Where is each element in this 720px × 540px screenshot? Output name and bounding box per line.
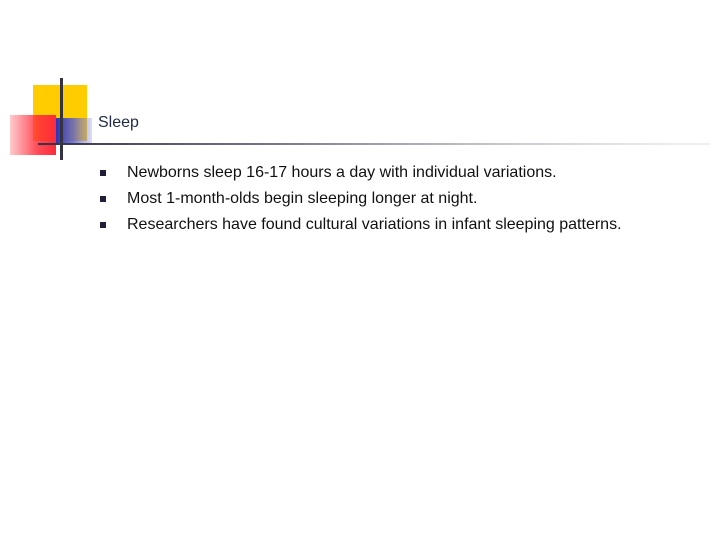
list-item	[100, 186, 700, 212]
slide-title: Sleep	[98, 114, 139, 131]
red-bar-decoration	[10, 115, 56, 155]
bullet-text: Researchers have found cultural variations in infant sleeping patterns.	[127, 216, 622, 233]
square-bullet-icon	[100, 196, 106, 202]
bullet-list	[100, 160, 700, 238]
square-bullet-icon	[100, 170, 106, 176]
bullet-text: Newborns sleep 16-17 hours a day with individual variations.	[127, 164, 557, 181]
bullet-text: Most 1-month-olds begin sleeping longer at night.	[127, 190, 478, 207]
list-item	[100, 160, 700, 186]
vertical-rule-decoration	[60, 78, 63, 160]
horizontal-rule-decoration	[38, 143, 710, 145]
list-item	[100, 212, 700, 238]
square-bullet-icon	[100, 222, 106, 228]
